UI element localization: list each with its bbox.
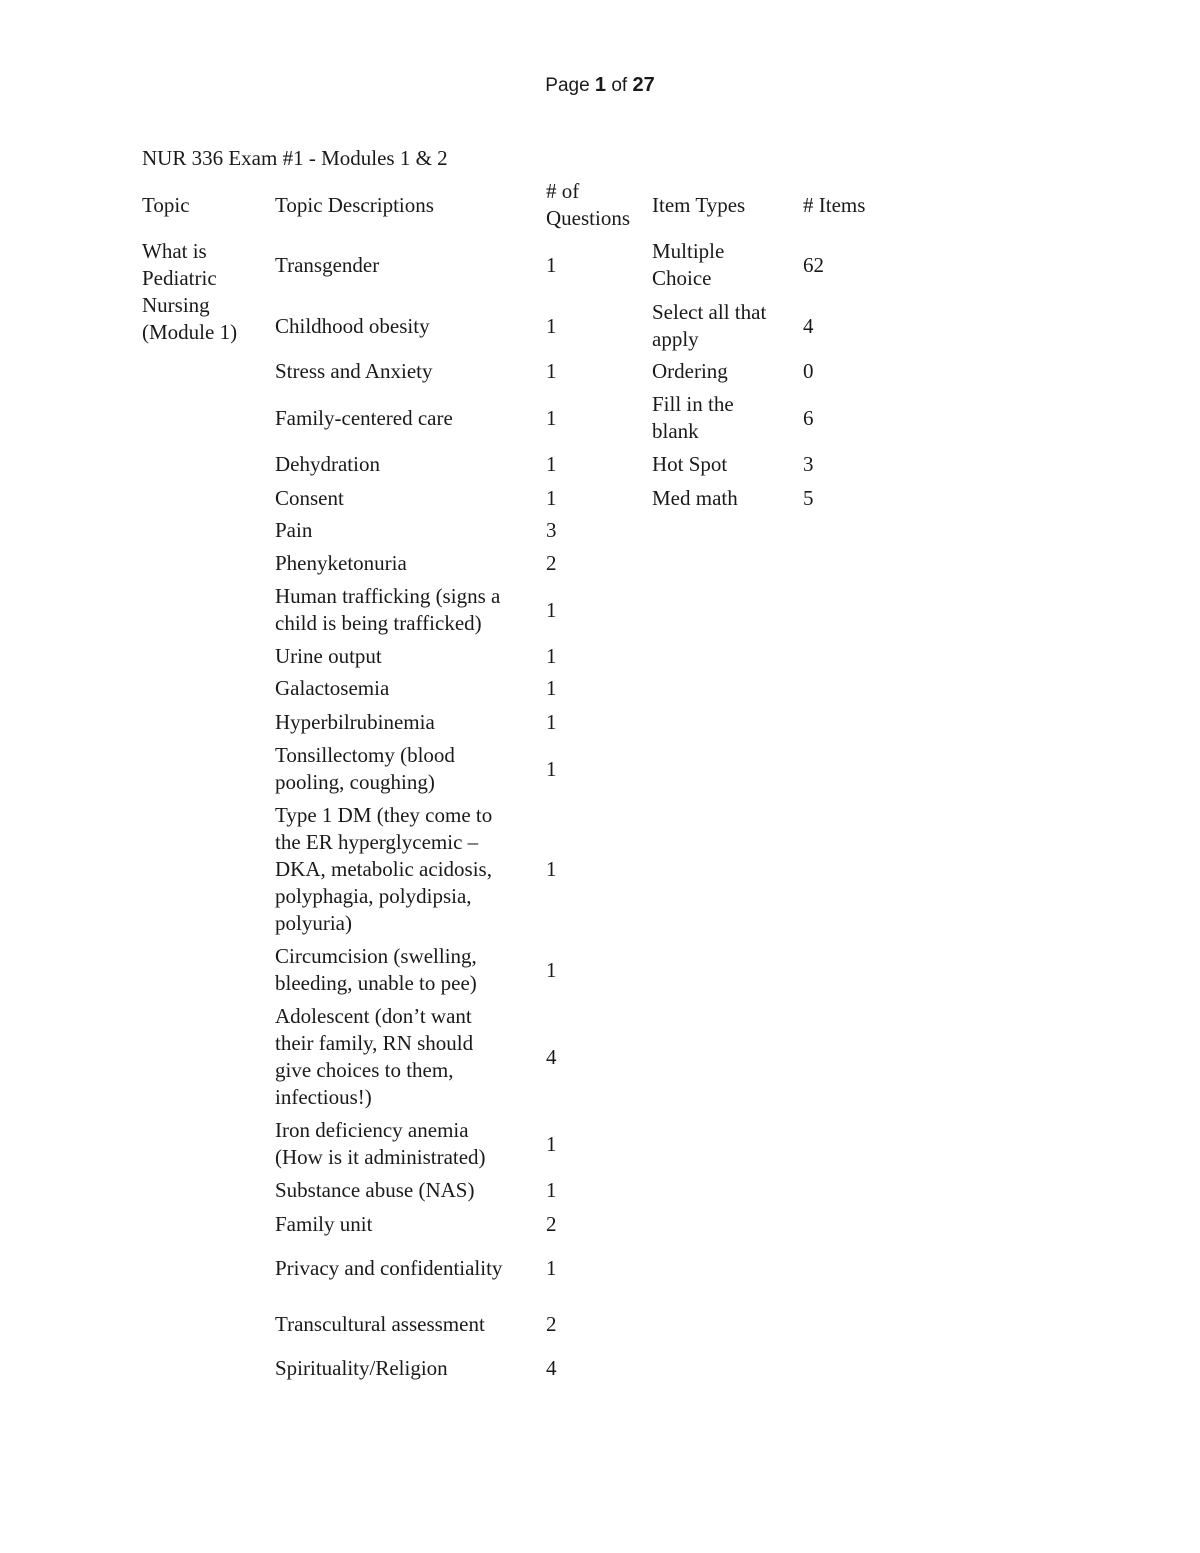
topic-description-line: child is being trafficked) [275,611,482,635]
question-count: 1 [546,757,557,781]
question-count: 1 [546,359,557,383]
topic-group-cell [142,238,237,346]
question-count: 1 [546,486,557,510]
page-number: 1 [594,74,607,96]
item-type-label-line: Select all that [652,300,767,324]
topic-description-line: bleeding, unable to pee) [275,971,477,995]
topic-description [275,742,455,796]
question-count: 1 [546,314,557,338]
question-count: 3 [546,518,557,542]
question-count: 2 [546,1312,557,1336]
topic-description-line: Spirituality/Religion [275,1356,448,1380]
topic-description [275,313,430,340]
topic-description [275,451,380,478]
item-type-count: 3 [803,452,814,476]
question-count: 1 [546,1132,557,1156]
item-type-label-line: Med math [652,486,738,510]
item-type-count: 62 [803,253,824,277]
topic-description-line: Substance abuse (NAS) [275,1178,475,1202]
question-count: 1 [546,958,557,982]
item-type-label [652,238,724,292]
topic-description [275,643,382,670]
question-count: 4 [546,1356,557,1380]
column-header-questions [546,178,630,232]
topic-description-line: the ER hyperglycemic – [275,830,479,854]
topic-description-line: Childhood obesity [275,314,430,338]
topic-group-line: Pediatric [142,266,217,290]
topic-description-line: Family-centered care [275,406,453,430]
item-type-label [652,299,766,353]
topic-description [275,1003,473,1111]
topic-description-line: DKA, metabolic acidosis, [275,857,492,881]
question-count: 1 [546,452,557,476]
document-title: NUR 336 Exam #1 - Modules 1 & 2 [142,146,448,170]
total-pages: 27 [632,74,655,96]
topic-description [275,943,477,997]
topic-description-line: Type 1 DM (they come to [275,803,493,827]
topic-description [275,1311,485,1338]
topic-description-line: Iron deficiency anemia [275,1118,469,1142]
item-type-label [652,451,727,478]
item-type-label-line: Multiple [652,239,725,263]
topic-description-line: (How is it administrated) [275,1145,486,1169]
topic-description-line: Consent [275,486,344,510]
item-type-count: 4 [803,314,814,338]
topic-description [275,1355,448,1382]
question-count: 1 [546,1178,557,1202]
topic-description [275,405,453,432]
topic-description-line: Family unit [275,1212,373,1236]
item-type-label [652,391,734,445]
topic-description [275,358,433,385]
item-type-label-line: Choice [652,266,712,290]
column-header-questions-line2: Questions [546,206,630,230]
topic-description-line: Adolescent (don’t want [275,1004,472,1028]
item-type-label [652,485,738,512]
question-count: 4 [546,1045,557,1069]
topic-description [275,583,500,637]
item-type-label-line: apply [652,327,699,351]
topic-description-line: Human trafficking (signs a [275,584,501,608]
topic-description-line: Pain [275,518,313,542]
page-header [0,74,1200,97]
topic-description-line: give choices to them, [275,1058,454,1082]
question-count: 1 [546,857,557,881]
question-count: 1 [546,644,557,668]
topic-description-line: Stress and Anxiety [275,359,433,383]
topic-group-line: Nursing [142,293,210,317]
item-type-label-line: Hot Spot [652,452,728,476]
topic-description-line: their family, RN should [275,1031,474,1055]
topic-description [275,517,312,544]
topic-description-line: Transgender [275,253,380,277]
topic-description [275,675,389,702]
column-header-questions-line1: # of [546,179,580,203]
topic-description-line: Tonsillectomy (blood [275,743,455,767]
item-type-count: 0 [803,359,814,383]
column-header-descriptions: Topic Descriptions [275,193,434,217]
topic-description-line: Galactosemia [275,676,390,700]
topic-description [275,252,379,279]
item-type-count: 6 [803,406,814,430]
item-type-label [652,358,728,385]
item-type-count: 5 [803,486,814,510]
topic-description-line: polyuria) [275,911,352,935]
column-header-items: # Items [803,193,866,217]
topic-description-line: pooling, coughing) [275,770,435,794]
topic-description [275,1177,474,1204]
item-type-label-line: Ordering [652,359,728,383]
item-type-label-line: blank [652,419,699,443]
item-type-label-line: Fill in the [652,392,734,416]
topic-description-line: Hyperbilrubinemia [275,710,435,734]
question-count: 1 [546,598,557,622]
topic-description-line: polyphagia, polydipsia, [275,884,472,908]
question-count: 1 [546,676,557,700]
topic-description-line: Urine output [275,644,382,668]
topic-description [275,485,344,512]
topic-description-line: Privacy and confidentiality [275,1256,503,1280]
question-count: 1 [546,1256,557,1280]
topic-description-line: Dehydration [275,452,380,476]
topic-description [275,802,492,937]
question-count: 1 [546,406,557,430]
question-count: 1 [546,710,557,734]
topic-description [275,1211,372,1238]
topic-group-line: (Module 1) [142,320,238,344]
topic-description-line: Transcultural assessment [275,1312,485,1336]
topic-description [275,1255,502,1282]
topic-description [275,550,407,577]
page-word: Page [545,75,590,96]
question-count: 2 [546,551,557,575]
topic-description-line: Phenyketonuria [275,551,407,575]
column-header-topic: Topic [142,193,190,217]
of-word: of [611,75,628,96]
topic-description [275,709,435,736]
topic-description-line: Circumcision (swelling, [275,944,477,968]
topic-group-line: What is [142,239,207,263]
question-count: 2 [546,1212,557,1236]
question-count: 1 [546,253,557,277]
topic-description-line: infectious!) [275,1085,372,1109]
column-header-item-types: Item Types [652,193,746,217]
topic-description [275,1117,486,1171]
